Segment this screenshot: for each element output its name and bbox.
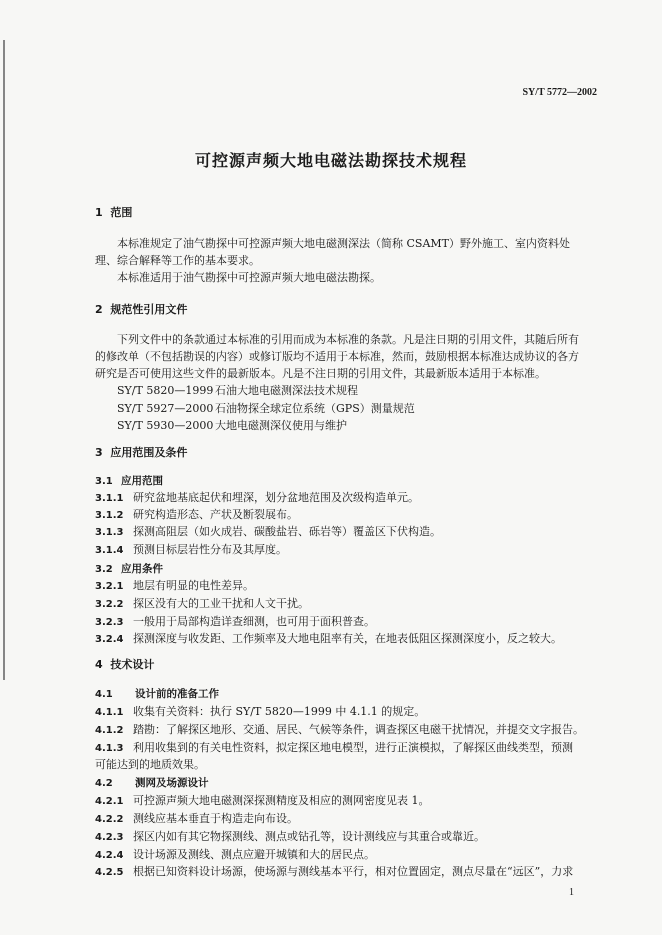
clause-text: 探区内如有其它物探测线、测点或钻孔等，设计测线应与其重合或靠近。 <box>133 830 485 843</box>
subsection-title: 应用范围 <box>121 475 163 487</box>
clause-text: 预测目标层岩性分布及其厚度。 <box>133 543 287 556</box>
standard-code: SY/T 5772—2002 <box>522 87 597 98</box>
clause-text: 一般用于局部构造详查细测，也可用于面积普查。 <box>133 615 375 628</box>
clause-number: 4.2.2 <box>95 814 124 825</box>
clause-number: 3.1.3 <box>95 527 124 538</box>
clause-text: 测线应基本垂直于构造走向布设。 <box>133 812 298 825</box>
paragraph-line: 本标准适用于油气勘探中可控源声频大地电磁法勘探。 <box>117 271 381 284</box>
clause-item <box>95 722 600 739</box>
section-title: 规范性引用文件 <box>110 303 188 316</box>
clause-item <box>95 847 600 864</box>
subsection-4-1-heading <box>95 686 600 703</box>
clause-number: 4.1.1 <box>95 707 124 718</box>
subsection-number: 4.2 <box>95 778 113 789</box>
section-title: 技术设计 <box>110 658 155 671</box>
clause-text: 研究构造形态、产状及断裂展布。 <box>133 508 298 521</box>
section-number: 3 <box>95 446 103 459</box>
clause-text: 踏勘：了解探区地形、交通、居民、气候等条件，调查探区电磁干扰情况，并提交文字报告。 <box>133 723 584 736</box>
page-number: 1 <box>569 887 574 898</box>
paragraph-line: 本标准规定了油气勘探中可控源声频大地电磁测深法（简称 CSAMT）野外施工、室内资料处 <box>117 237 570 250</box>
scan-edge-line <box>3 40 5 680</box>
section-4-heading <box>95 657 600 673</box>
clause-text: 探测高阻层（如火成岩、碳酸盐岩、砾岩等）覆盖区下伏构造。 <box>133 525 441 538</box>
clause-text: 地层有明显的电性差异。 <box>133 579 254 592</box>
clause-item <box>95 864 600 881</box>
reference-item <box>95 401 622 417</box>
clause-text: 研究盆地基底起伏和埋深，划分盆地范围及次级构造单元。 <box>133 491 419 504</box>
subsection-3-2-heading <box>95 561 600 578</box>
reference-name: 石油大地电磁测深法技术规程 <box>215 384 358 397</box>
clause-item <box>95 704 600 721</box>
clause-text: 可控源声频大地电磁测深探测精度及相应的测网密度见表 1。 <box>133 794 430 807</box>
section-title: 范围 <box>110 206 133 219</box>
subsection-number: 3.1 <box>95 476 113 487</box>
clause-number: 4.1.3 <box>95 743 124 754</box>
clause-text: 探区没有大的工业干扰和人文干扰。 <box>133 597 309 610</box>
clause-item <box>95 542 600 559</box>
clause-text: 利用收集到的有关电性资料，拟定探区地电模型，进行正演模拟，了解探区曲线类型，预测 <box>133 741 573 754</box>
clause-item <box>95 524 600 541</box>
document-title: 可控源声频大地电磁法勘探技术规程 <box>194 151 467 170</box>
section-title: 应用范围及条件 <box>110 446 188 459</box>
clause-item <box>95 614 600 631</box>
clause-text: 探测深度与收发距、工作频率及大地电阻率有关，在地表低阻区探测深度小，反之较大。 <box>133 632 562 645</box>
clause-item <box>95 811 600 828</box>
clause-continuation: 可能达到的地质效果。 <box>95 758 205 771</box>
subsection-title: 设计前的准备工作 <box>135 688 219 700</box>
section-number: 1 <box>95 206 103 219</box>
reference-name: 石油物探全球定位系统（GPS）测量规范 <box>215 402 415 415</box>
clause-number: 4.2.3 <box>95 832 124 843</box>
clause-number: 3.2.4 <box>95 634 124 645</box>
clause-item <box>95 740 600 757</box>
subsection-number: 3.2 <box>95 564 113 575</box>
section-number: 4 <box>95 658 103 671</box>
clause-item <box>95 578 600 595</box>
clause-text: 设计场源及测线、测点应避开城镇和大的居民点。 <box>133 848 375 861</box>
clause-number: 3.1.2 <box>95 510 124 521</box>
clause-item <box>95 631 600 648</box>
clause-number: 3.2.3 <box>95 617 124 628</box>
reference-code: SY/T 5930—2000 <box>117 419 214 432</box>
paragraph-line: 下列文件中的条款通过本标准的引用而成为本标准的条款。凡是注日期的引用文件，其随后所有 <box>117 333 579 346</box>
clause-number: 3.1.4 <box>95 545 124 556</box>
subsection-number: 4.1 <box>95 689 113 700</box>
subsection-4-2-heading <box>95 775 600 792</box>
clause-item <box>95 596 600 613</box>
clause-number: 4.2.5 <box>95 867 124 878</box>
reference-item <box>95 383 622 399</box>
clause-number: 4.1.2 <box>95 725 124 736</box>
reference-item <box>95 418 622 434</box>
paragraph-line: 研究是否可使用这些文件的最新版本。凡是不注日期的引用文件，其最新版本适用于本标准。 <box>95 367 546 380</box>
clause-text: 根据已知资料设计场源，使场源与测线基本平行，相对位置固定，测点尽量在“远区”，力求 <box>133 865 574 878</box>
section-3-heading <box>95 445 600 461</box>
paragraph-line: 理、综合解释等工作的基本要求。 <box>95 254 260 267</box>
subsection-title: 测网及场源设计 <box>135 777 209 789</box>
clause-item <box>95 793 600 810</box>
clause-text: 收集有关资料：执行 SY/T 5820—1999 中 4.1.1 的规定。 <box>133 705 426 718</box>
clause-number: 3.1.1 <box>95 493 124 504</box>
reference-code: SY/T 5820—1999 <box>117 384 214 397</box>
clause-number: 3.2.1 <box>95 581 124 592</box>
reference-name: 大地电磁测深仪使用与维护 <box>215 419 347 432</box>
clause-number: 3.2.2 <box>95 599 124 610</box>
reference-code: SY/T 5927—2000 <box>117 402 214 415</box>
section-1-heading <box>95 205 600 221</box>
clause-item <box>95 829 600 846</box>
clause-item <box>95 507 600 524</box>
clause-item <box>95 490 600 507</box>
paragraph-line: 的修改单（不包括勘误的内容）或修订版均不适用于本标准，然而，鼓励根据本标准达成协议的各方 <box>95 350 579 363</box>
subsection-3-1-heading <box>95 473 600 490</box>
subsection-title: 应用条件 <box>121 563 163 575</box>
clause-number: 4.2.4 <box>95 850 124 861</box>
section-number: 2 <box>95 303 103 316</box>
section-2-heading <box>95 302 600 318</box>
clause-number: 4.2.1 <box>95 796 124 807</box>
